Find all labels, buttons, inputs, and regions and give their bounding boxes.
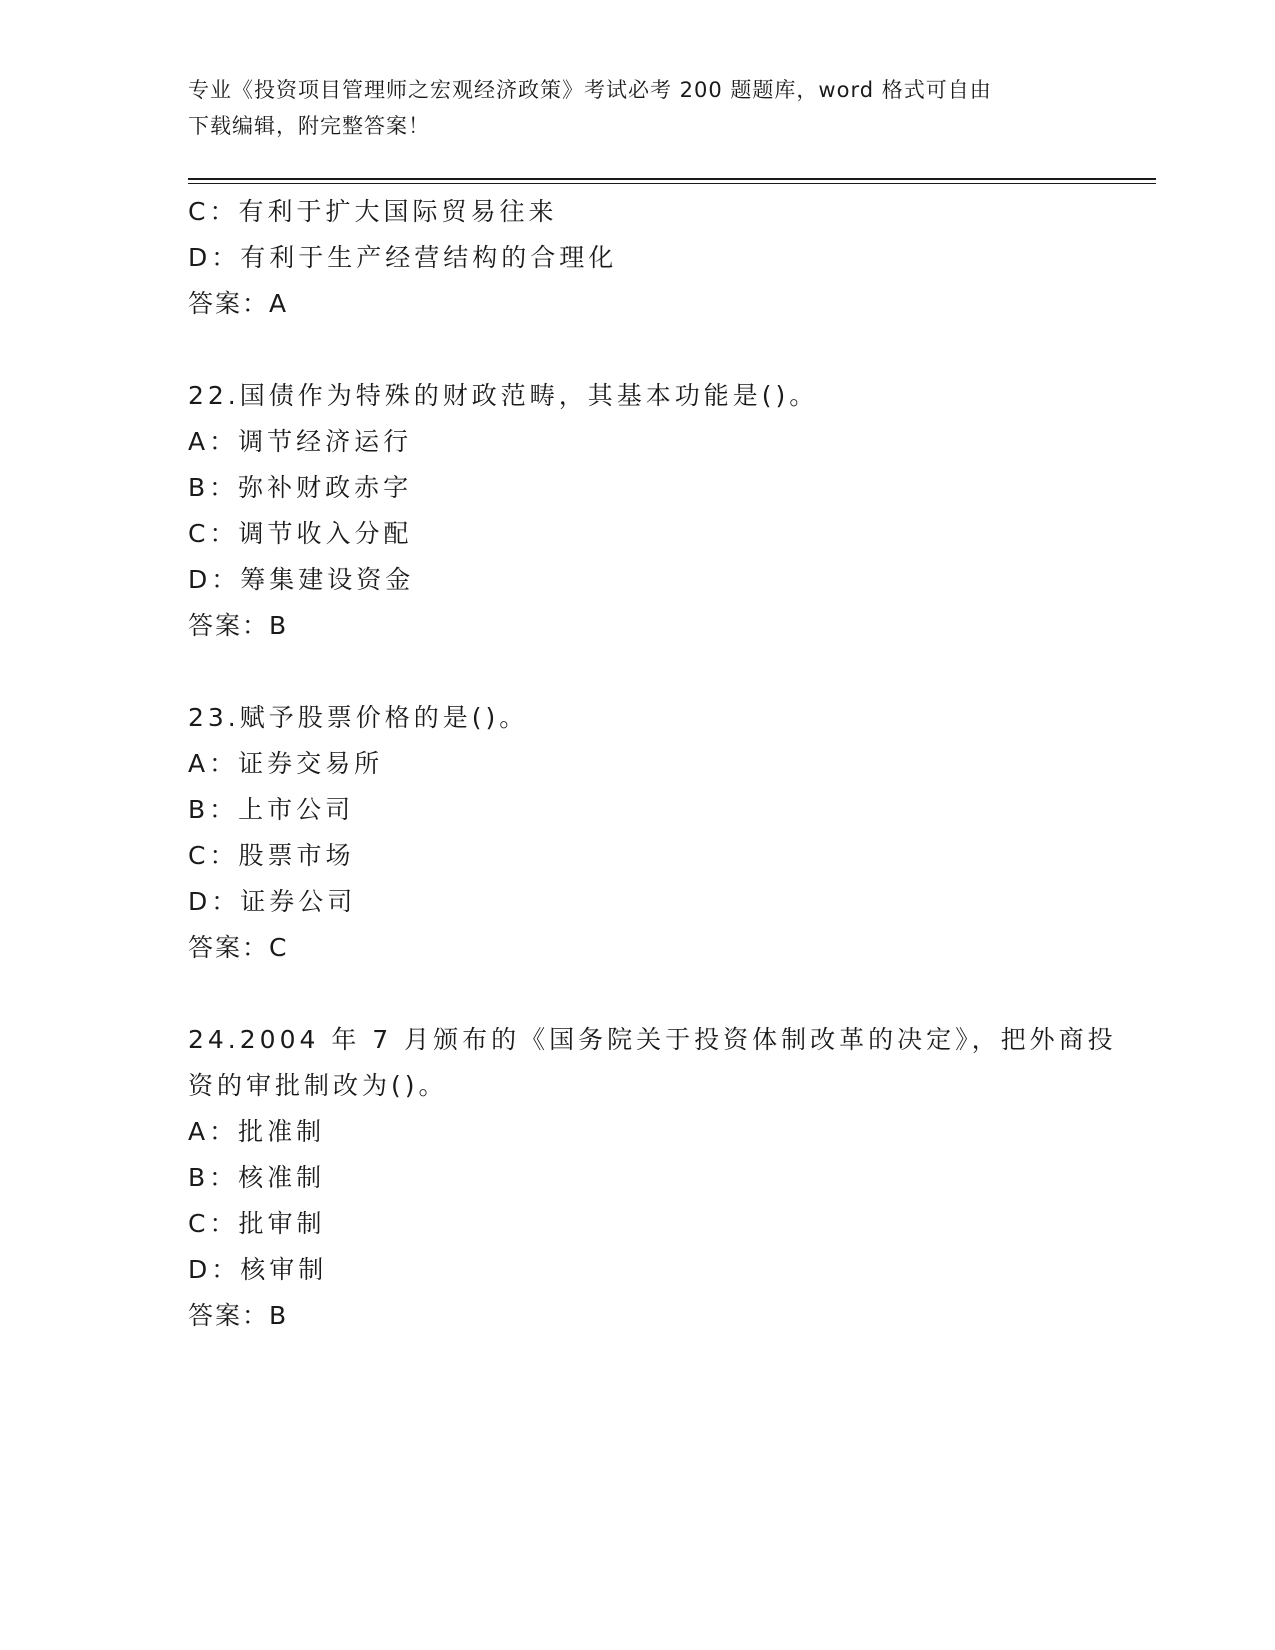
answer-value: B: [269, 611, 289, 640]
answer-label: 答案：: [188, 933, 270, 962]
header-line-1: 专业《投资项目管理师之宏观经济政策》考试必考 200 题题库，word 格式可自由: [188, 78, 992, 102]
spacer: [188, 971, 1128, 1017]
question-23: [188, 695, 1128, 971]
answer-line: [188, 1293, 1128, 1339]
answer-line: [188, 925, 1128, 971]
option-d: D：有利于生产经营结构的合理化: [188, 243, 618, 272]
option-d: D：证券公司: [188, 887, 357, 916]
option-c: C：有利于扩大国际贸易往来: [188, 197, 558, 226]
option-a: A：调节经济运行: [188, 427, 413, 456]
answer-line: [188, 603, 1128, 649]
question-stem: 23.赋予股票价格的是()。: [188, 703, 529, 732]
question-24: [188, 1017, 1128, 1339]
answer-label: 答案：: [188, 289, 270, 318]
answer-value: B: [269, 1301, 289, 1330]
header-divider-thin: [188, 183, 1156, 184]
option-b: B：上市公司: [188, 795, 355, 824]
option-b: B：弥补财政赤字: [188, 473, 413, 502]
option-c: C：调节收入分配: [188, 519, 413, 548]
option-b: B：核准制: [188, 1163, 326, 1192]
option-d: D：核审制: [188, 1255, 328, 1284]
option-d: D：筹集建设资金: [188, 565, 415, 594]
option-c: C：股票市场: [188, 841, 355, 870]
answer-label: 答案：: [188, 1301, 270, 1330]
answer-value: A: [269, 289, 289, 318]
question-21-continuation: [188, 189, 1128, 327]
question-stem-line-2: 资的审批制改为()。: [188, 1071, 448, 1100]
header-line-2: 下载编辑，附完整答案！: [188, 114, 430, 138]
header-divider-thick: [188, 178, 1156, 180]
spacer: [188, 649, 1128, 695]
document-header: [188, 72, 1088, 144]
answer-line: [188, 281, 1128, 327]
question-list: [188, 189, 1128, 1339]
option-a: A：批准制: [188, 1117, 326, 1146]
option-a: A：证券交易所: [188, 749, 384, 778]
option-c: C：批审制: [188, 1209, 326, 1238]
question-stem-line-1: 24.2004 年 7 月颁布的《国务院关于投资体制改革的决定》，把外商投: [188, 1025, 1117, 1054]
answer-value: C: [269, 933, 289, 962]
question-stem: 22.国债作为特殊的财政范畴，其基本功能是()。: [188, 381, 819, 410]
answer-label: 答案：: [188, 611, 270, 640]
question-22: [188, 373, 1128, 649]
spacer: [188, 327, 1128, 373]
